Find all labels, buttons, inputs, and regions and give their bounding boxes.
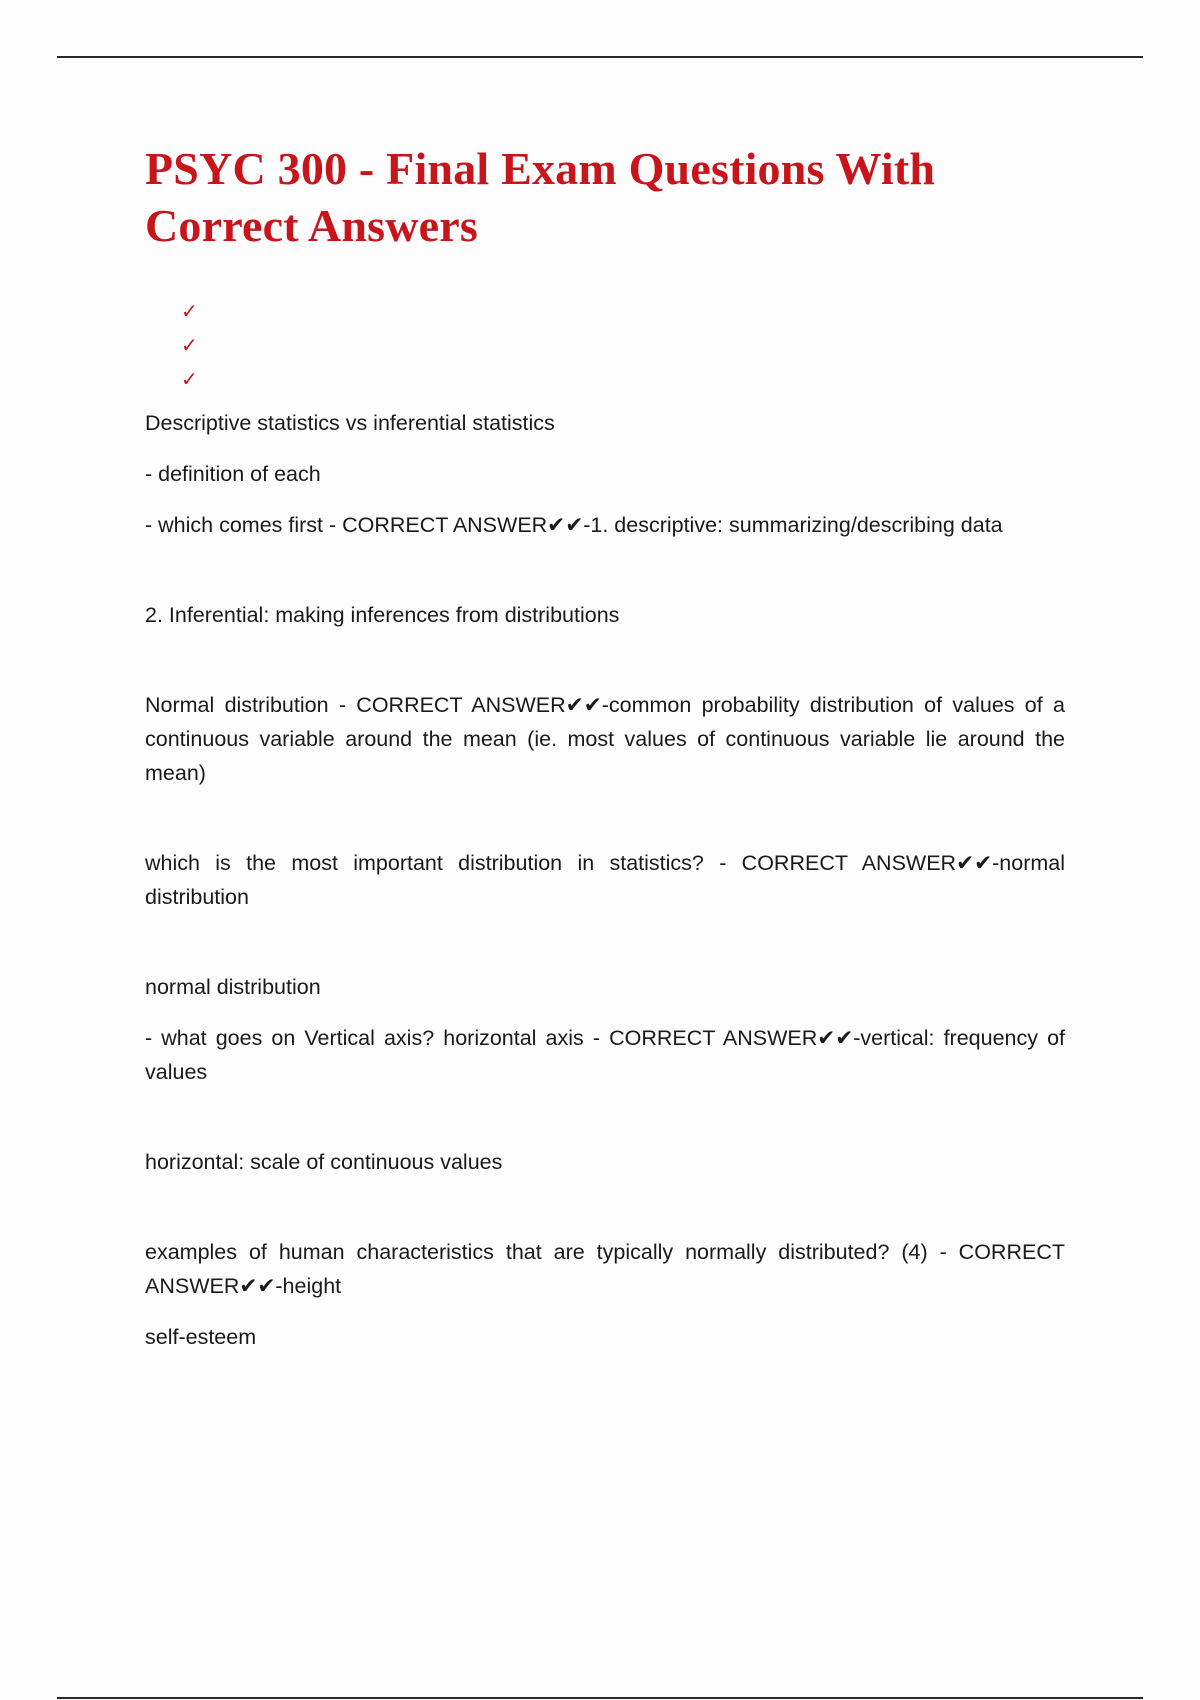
answer-text: - which comes first - CORRECT ANSWER✔✔-1. descriptive: summarizing/describing data	[145, 513, 1003, 537]
check-icon: ✓	[181, 299, 198, 323]
answer-text: examples of human characteristics that are typically normally distributed? (4) - CORRECT ANSWER✔✔-height	[145, 1240, 1065, 1298]
check-mark-list	[145, 294, 1065, 396]
answer-text: Normal distribution - CORRECT ANSWER✔✔-common probability distribution of values of a continuous variable around the mean (ie. most values of continuous variable lie around the mean)	[145, 693, 1065, 785]
document-content	[145, 140, 1065, 1354]
answer-text: self-esteem	[145, 1325, 257, 1349]
question-text: - definition of each	[145, 462, 321, 486]
question-text: normal distribution	[145, 975, 321, 999]
question-text: Descriptive statistics vs inferential statistics	[145, 411, 555, 435]
check-icon: ✓	[181, 367, 198, 391]
answer-text: which is the most important distribution in statistics? - CORRECT ANSWER✔✔-normal distribution	[145, 851, 1065, 909]
answer-text: - what goes on Vertical axis? horizontal axis - CORRECT ANSWER✔✔-vertical: frequency of values	[145, 1026, 1065, 1084]
check-icon: ✓	[181, 333, 198, 357]
document-title: PSYC 300 - Final Exam Questions With Correct Answers	[145, 143, 936, 251]
footer-rule	[57, 1697, 1143, 1699]
answer-text: horizontal: scale of continuous values	[145, 1150, 503, 1174]
answer-text: 2. Inferential: making inferences from distributions	[145, 603, 620, 627]
header-rule	[57, 56, 1143, 58]
